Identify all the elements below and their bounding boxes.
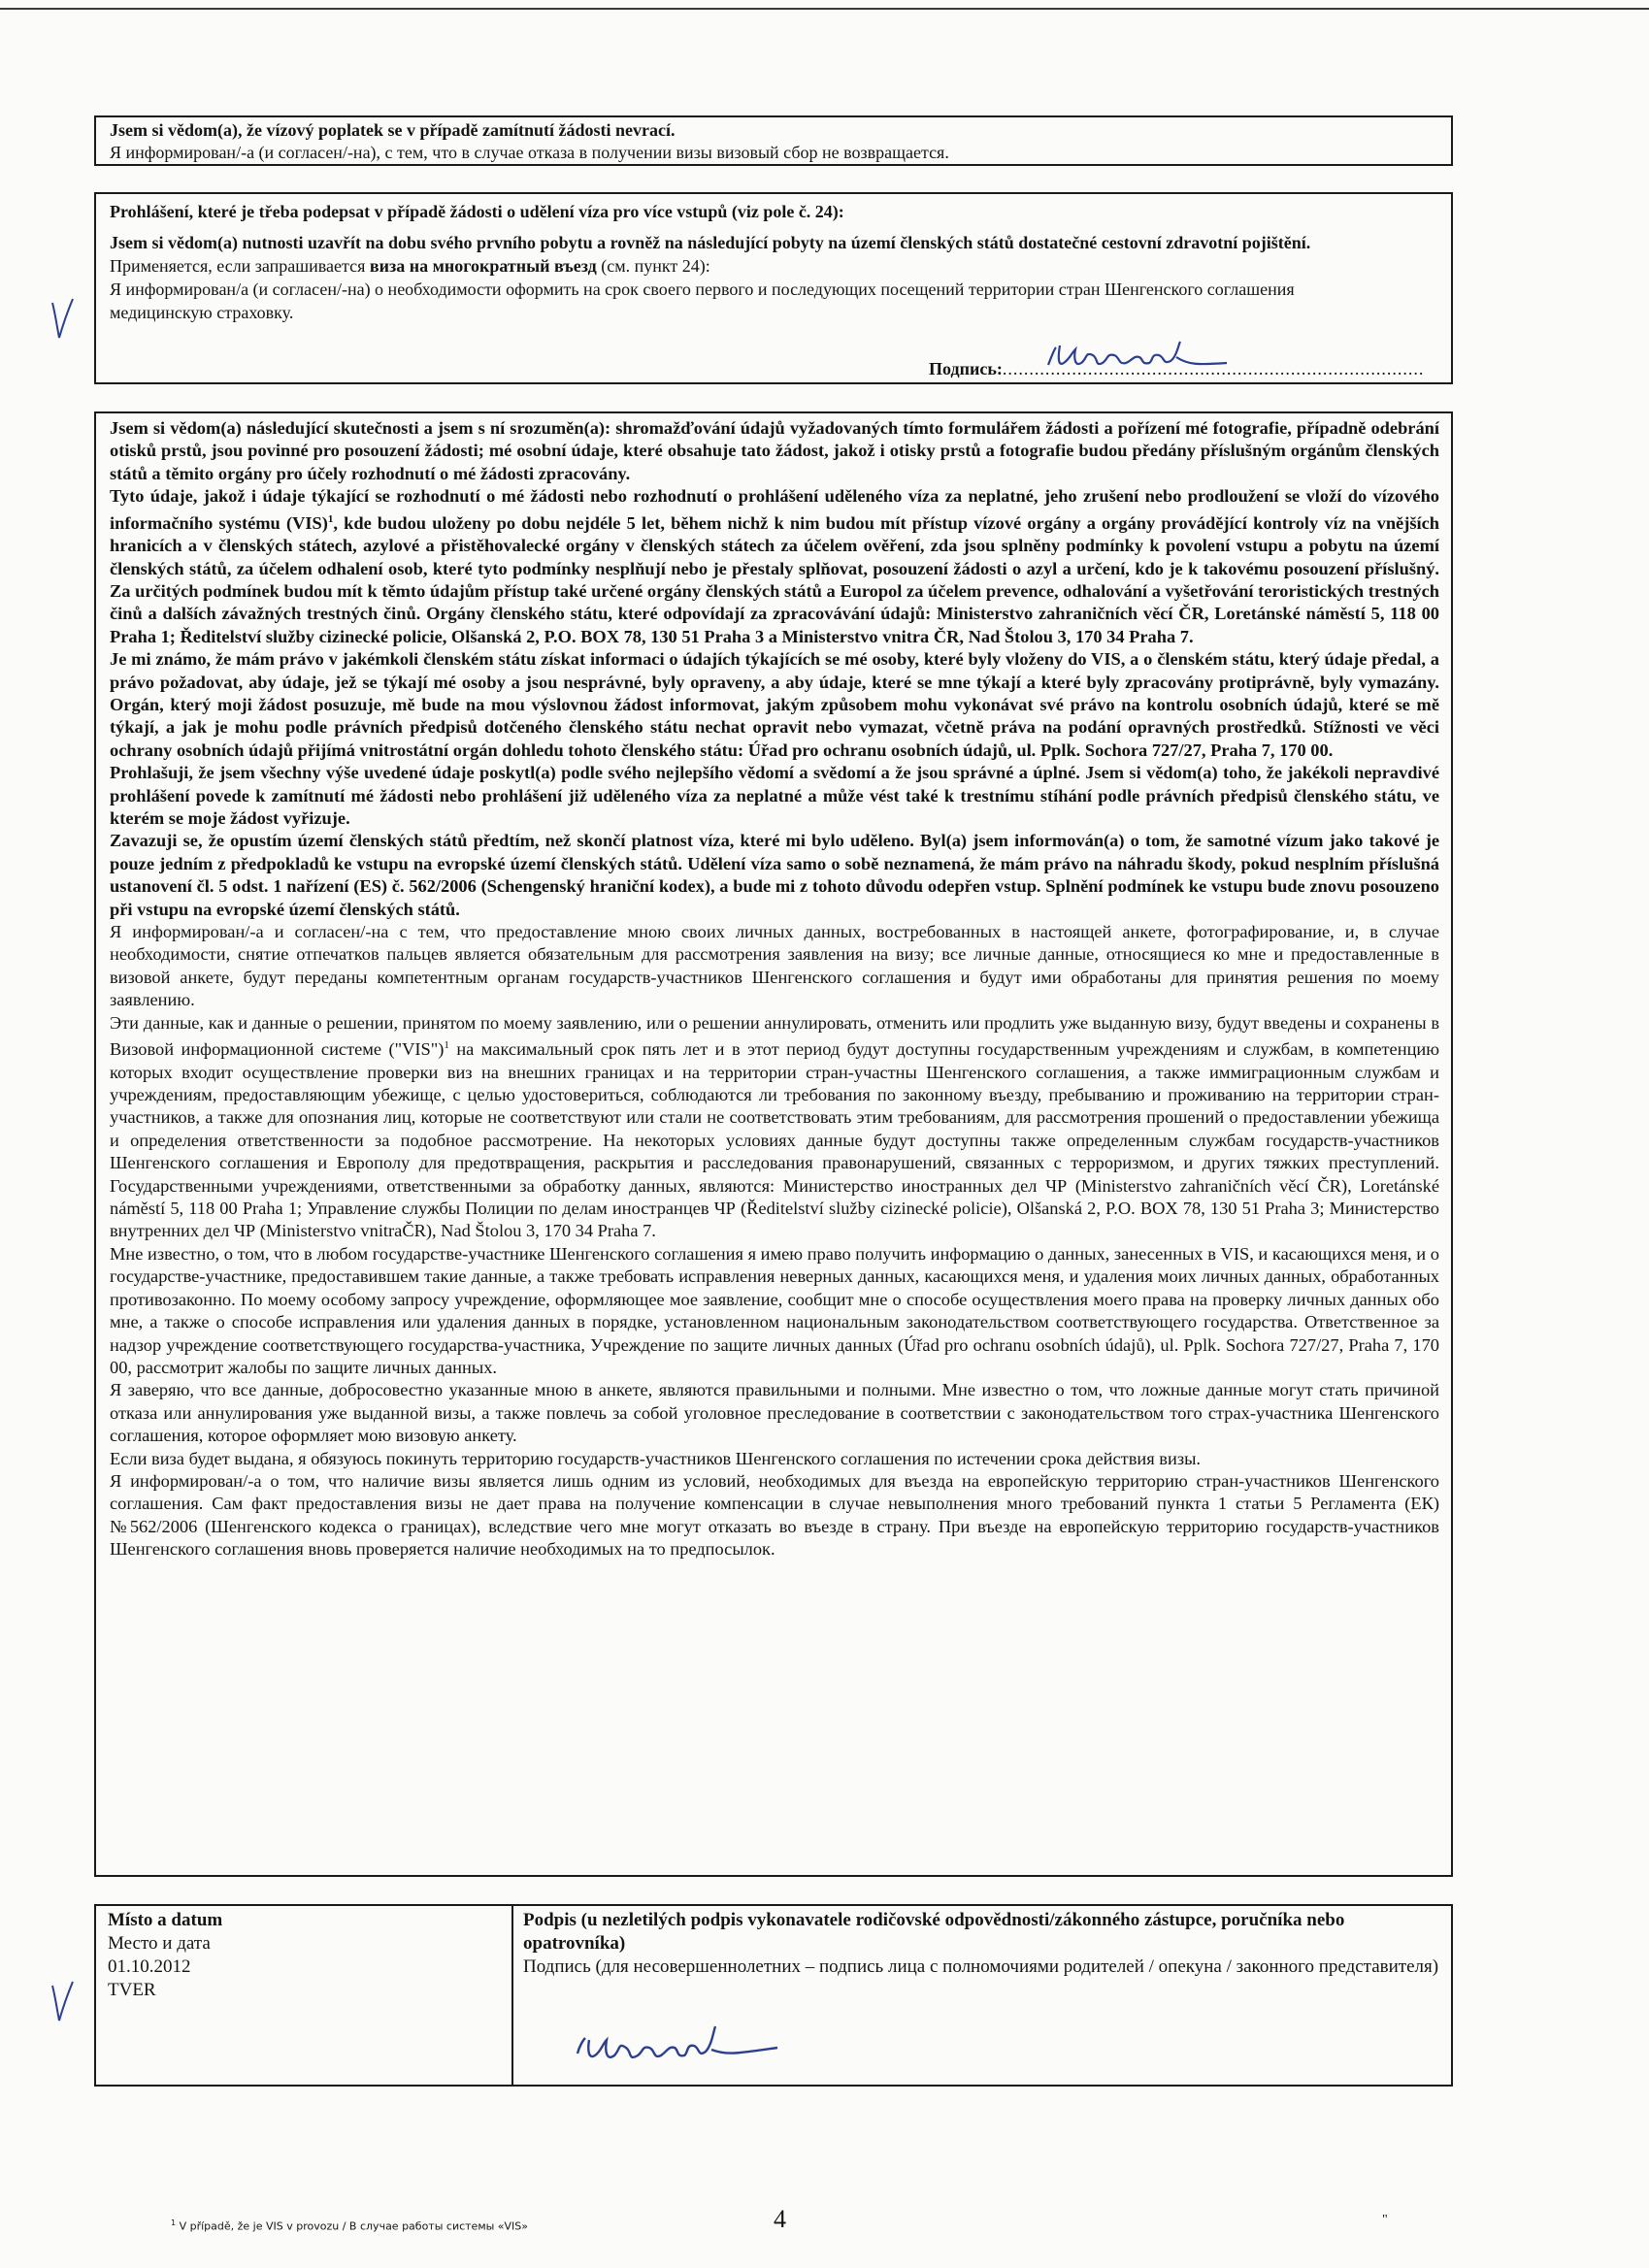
declaration-ru-paragraph-4: Я заверяю, что все данные, добросовестно указанные мною в анкете, являются правильными и полными. Мне известно о том, что ложные данные могут стать причиной отказа или аннулирования уже выданной визы, а также повлечь за собой уголовное преследование в соответствии с законодательством того страх-участника Шенгенского соглашения, которое оформляет мою визовую анкету. — [110, 1380, 1439, 1446]
footnote: $^1$ V případě, že je VIS v provozu / В случае работы системы «VIS» — [171, 2219, 529, 2233]
declaration-ru-paragraph-1: Я информирован/-а и согласен/-на с тем, что предоставление мною своих личных данных, востребованных в настоящей анкете, фотографирование, и, в случае необходимости, снятие отпечатков пальцев является обязательным для рассмотрения заявления на визу; все личные данные, относящиеся ко мне и предоставленные в визовой анкете, будут переданы компетентным органам государств-участников Шенгенского соглашения и будут ими обработаны для принятия решения по моему заявлению. — [110, 922, 1439, 1010]
visa-fee-notice-cz: Jsem si vědom(a), že vízový poplatek se v případě zamítnutí žádosti nevrací. — [110, 120, 676, 140]
signature-label-ru: Подпись (для несовершеннолетних – подпись лица с полномочиями родителей / опекуна / законного представителя) — [523, 1956, 1439, 1977]
signature-label: Подпись: — [929, 359, 1003, 378]
declaration-cz-paragraph-3: Je mi známo, že mám právo v jakémkoli členském státu získat informaci o údajích týkajících se mé osoby, které byly vloženy do VIS, a o členském státu, který údaje předal, a právo požadovat, aby údaje, jež se týkají mé osoby a jsou nesprávné, byly opraveny, a aby údaje, které se mne týkají a které byly zpracovány protiprávně, byly vymazány. Orgán, který moji žádost posuzuje, mě bude na mou výslovnou žádost informovat, jakým způsobem mohu vykonávat své právo na kontrolu osobních údajů, které se mě týkají, a jak je mohu podle právních předpisů dotčeného členského státu nechat opravit nebo vymazat, včetně práva na podání opravných prostředků. Stížnosti ve věci ochrany osobních údajů přijímá vnitrostátní orgán dohledu tohoto členského státu: Úřad pro ochranu osobních údajů, ul. Pplk. Sochora 727/27, Praha 7, 170 00. — [110, 649, 1439, 760]
declaration-ru-paragraph-3: Мне известно, о том, что в любом государстве-участнике Шенгенского соглашения я имею право получить информацию о данных, занесенных в VIS, и касающихся меня, и о государстве-участнике, предоставившем такие данные, а также требовать исправления неверных данных, касающихся меня, и удаления моих личных данных, обработанных противозаконно. По моему особому запросу учреждение, оформляющее мое заявление, сообщит мне о способе осуществления моего права на проверку личных данных обо мне, а также о способе исправления или удаления данных в порядке, установленном национальным законодательством соответствующего государства. Ответственное за надзор учреждение соответствующего государства-участника, Учреждение по защите личных данных (Úřad pro ochranu osobních údajů), ul. Pplk. Sochora 727/27, Praha 7, 170 00, рассмотрит жалобы по защите личных данных. — [110, 1243, 1439, 1377]
page-number: 4 — [774, 2205, 786, 2233]
check-mark-icon — [47, 1978, 76, 2024]
multiple-entry-cz: Jsem si vědom(a) nutnosti uzavřít na dobu svého prvního pobytu a rovněž na následující pobyty na území členských států dostatečné cestovní zdravotní pojištění. — [110, 233, 1311, 252]
declaration-cz-paragraph-2: Tyto údaje, jakož i údaje týkající se rozhodnutí o mé žádosti nebo rozhodnutí o prohlášení uděleného víza za neplatné, jeho zrušení nebo prodloužení se vloží do vízového informačního systému (VIS)$^1$, kde budou uloženy po dobu nejdéle 5 let, během nichž k nim budou mít přístup vízové orgány a orgány provádějící kontroly víz na vnějších hranicích a v členských státech, azylové a přistěhovalecké orgány v členských státech za účelem ověření, zda jsou splněny podmínky k povolení vstupu a pobytu na území členských států, za účelem odhalení osob, které tyto podmínky nesplňují nebo je přestaly splňovat, posouzení žádosti o azyl a určení, kdo je k takovému posouzení příslušný. Za určitých podmínek budou mít k těmto údajům přístup také určené orgány členských států a Europol za účelem prevence, odhalování a vyšetřování teroristických trestných činů a dalších závažných trestných činů. Orgány členského státu, které odpovídají za zpracovávání údajů: Ministerstvo zahraničních věcí ČR, Loretánské náměstí 5, 118 00 Praha 1; Ředitelství služby cizinecké policie, Olšanská 2, P.O. BOX 78, 130 51 Praha 3 a Ministerstvo vnitra ČR, Nad Štolou 3, 170 34 Praha 7. — [110, 486, 1439, 646]
declaration-cz-paragraph-1: Jsem si vědom(a) následující skutečnosti a jsem s ní srozuměn(a): shromažďování údajů vyžadovaných tímto formulářem žádosti a pořízení mé fotografie, případně odebrání otisků prstů, jsou povinné pro posouzení žádosti; mé osobní údaje, které obsahuje tato žádost, jakož i otisky prstů a fotografie budou předány příslušným orgánům členských států a těmito orgány pro účely rozhodnutí o mé žádosti zpracovány. — [110, 418, 1439, 483]
multiple-entry-title: Prohlášení, které je třeba podepsat v případě žádosti o udělení víza pro více vstupů (viz pole č. 24): — [110, 202, 844, 221]
corner-mark: " — [1382, 2213, 1388, 2227]
handwritten-signature — [572, 2021, 785, 2075]
multiple-entry-declaration-box — [94, 192, 1453, 384]
place-value: TVER — [108, 1980, 156, 2000]
multiple-entry-ru-intro: Применяется, если запрашивается виза на многократный въезд (см. пункт 24): — [110, 256, 710, 276]
check-mark-icon — [47, 295, 76, 342]
declaration-ru-paragraph-6: Я информирован/-а о том, что наличие визы является лишь одним из условий, необходимых для въезда на европейскую территорию стран-участников Шенгенского соглашения. Сам факт предоставления визы не дает права на получение компенсации в случае невыполнения много требований пункта 1 статьи 5 Регламента (ЕК) №562/2006 (Шенгенского кодекса о границах), вследствие чего мне могут отказать во въезде в страну. При въезде на европейскую территорию государств-участников Шенгенского соглашения вновь проверяется наличие необходимых на то предпосылок. — [110, 1470, 1439, 1560]
place-date-label-cz: Místo a datum — [108, 1910, 223, 1930]
visa-fee-notice-box — [94, 115, 1453, 166]
handwritten-signature — [1042, 336, 1237, 378]
signature-cell — [513, 1906, 1451, 2090]
multiple-entry-ru: Я информирован/а (и согласен/-на) о необходимости оформить на срок своего первого и последующих посещений территории стран Шенгенского соглашения медицинскую страховку. — [110, 279, 1295, 322]
place-and-date-cell — [96, 1906, 513, 2085]
data-protection-declaration-box — [94, 411, 1453, 1877]
place-date-signature-box — [94, 1904, 1453, 2087]
date-value: 01.10.2012 — [108, 1956, 191, 1977]
top-border-line — [0, 8, 1649, 10]
visa-fee-notice-ru: Я информирован/-а (и согласен/-на), с тем, что в случае отказа в получении визы визовый сбор не возвращается. — [110, 143, 949, 162]
declaration-ru-paragraph-2: Эти данные, как и данные о решении, принятом по моему заявлению, или о решении аннулировать, отменить или продлить уже выданную визу, будут введены и сохранены в Визовой информационной системе ("VIS")$^1$ на максимальный срок пять лет и в этот период будут доступны государственным учреждениям и службам, в компетенцию которых входит осуществление проверки виз на внешних границах и на территории стран-участны Шенгенского соглашения, а также иммиграционным службам и учреждениям, предоставляющим убежище, с целью удостовериться, соблюдаются ли требования по законному въезду, пребыванию и проживанию на территории стран-участников, а также для опознания лиц, которые не соответствуют или стали не соответствовать этим требованиям, для рассмотрения прошений о предоставлении убежища и определения ответственности за подобное рассмотрение. На некоторых условиях данные будут доступны также определенным службам государств-участников Шенгенского соглашения и Европолу для предотвращения, раскрытия и расследования правонарушений, связанных с терроризмом, и других тяжких преступлений. Государственными учреждениями, ответственными за обработку данных, являются: Министерство иностранных дел ЧР (Ministerstvo zahraničních věcí ČR), Loretánské náměstí 5, 118 00 Praha 1; Управление службы Полиции по делам иностранцев ЧР (Ředitelství služby cizinecké policie), Olšanská 2, P.O. BOX 78, 130 51 Praha 3; Министерство внутренних дел ЧР (Ministerstvo vnitraČR), Nad Štolou 3, 170 34 Praha 7. — [110, 1012, 1439, 1241]
place-date-label-ru: Место и дата — [108, 1933, 211, 1954]
signature-label-cz: Podpis (u nezletilých podpis vykonavatele rodičovské odpovědnosti/zákonného zástupce, poručníka nebo opatrovníka) — [523, 1910, 1345, 1954]
declaration-ru-paragraph-5: Если виза будет выдана, я обязуюсь покинуть территорию государств-участников Шенгенского соглашения по истечении срока действия визы. — [110, 1448, 1202, 1468]
signature-dots: ............................................................................... — [1002, 359, 1425, 378]
declaration-cz-paragraph-4: Prohlašuji, že jsem všechny výše uvedené údaje poskytl(a) podle svého nejlepšího vědomí a svědomí a že jsou správné a úplné. Jsem si vědom(a) toho, že jakékoli nepravdivé prohlášení povede k zamítnutí mé žádosti nebo prohlášení již uděleného víza za neplatné a může vést také k trestnímu stíhání podle právních předpisů členského státu, ve kterém se moje žádost vyřizuje. — [110, 763, 1439, 829]
declaration-cz-paragraph-5: Zavazuji se, že opustím území členských států předtím, než skončí platnost víza, které mi bylo uděleno. Byl(a) jsem informován(a) o tom, že samotné vízum jako takové je pouze jedním z předpokladů ke vstupu na evropské území členských států. Udělení víza samo o sobě neznamená, že mám právo na náhradu škody, pokud nesplním příslušná ustanovení čl. 5 odst. 1 nařízení (ES) č. 562/2006 (Schengenský hraniční kodex), a bude mi z tohoto důvodu odepřen vstup. Splnění podmínek ke vstupu bude znovu posouzeno při vstupu na evropské území členských států. — [110, 831, 1439, 919]
